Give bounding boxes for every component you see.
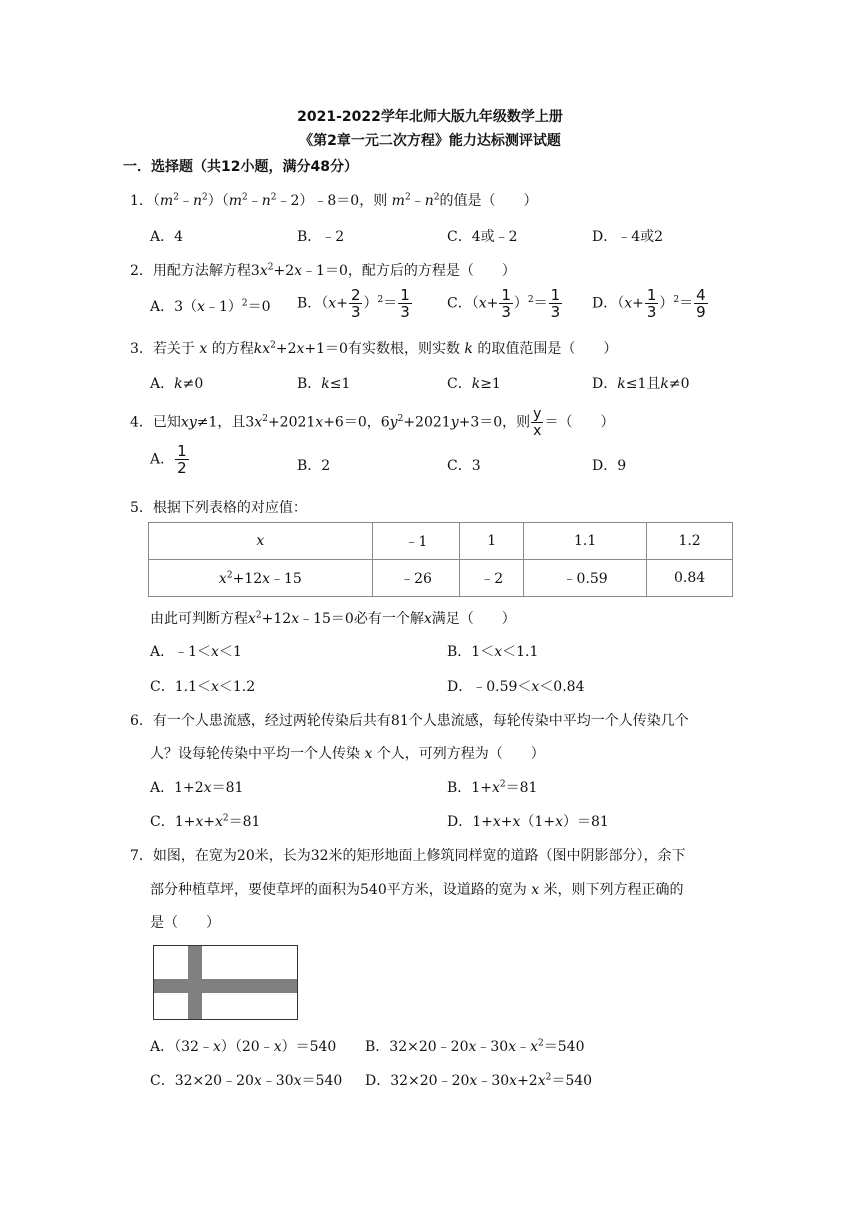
table-row (149, 523, 733, 560)
table-cell: 1 (460, 523, 524, 560)
table-cell: 1.1 (524, 523, 647, 560)
q7-option-c: C．32×20﹣20x﹣30x＝540 (150, 1073, 343, 1089)
document-title: 2021-2022学年北师大版九年级数学上册 (297, 109, 563, 125)
q2-option-a: A．3（x﹣1）$^2$＝0 (150, 298, 271, 315)
table-cell: ﹣0.59 (524, 560, 647, 597)
table-cell: ﹣2 (460, 560, 524, 597)
q7-option-a: A．（32﹣x）（20﹣x）＝540 (150, 1039, 337, 1055)
q3-option-b: B．k≤1 (297, 376, 351, 392)
question-7-line2: 部分种植草坪，要使草坪的面积为540平方米，设道路的宽为 x 米，则下列方程正确的 (150, 882, 684, 898)
q6-option-b: B．$1+x^2=81$ (447, 779, 538, 796)
q1-option-a: A．4 (150, 229, 184, 245)
q3-option-d: D．k≤1且k≠0 (592, 376, 690, 392)
question-6: 6．有一个人患流感，经过两轮传染后共有81个人患流感，每轮传染中平均一个人传染几个 (130, 713, 689, 729)
q2-option-d: D．（x+ $\frac{1}{3}$ ）$^2$＝ $\frac{4}{9}$ (592, 286, 706, 321)
section-heading: 一．选择题（共12小题，满分48分） (123, 159, 358, 175)
q6-option-a: A．1+2x＝81 (150, 780, 244, 796)
q5-option-a: A．﹣1＜x＜1 (150, 644, 242, 660)
q1-option-d: D．﹣4或2 (592, 229, 664, 245)
document-subtitle: 《第2章一元二次方程》能力达标测评试题 (299, 133, 561, 149)
q5-option-c: C．1.1＜x＜1.2 (150, 679, 256, 695)
q4-option-a: A． $\frac{1}{2}$ (150, 442, 187, 477)
q2-option-b: B．（x+ $\frac{2}{3}$ ）$^2$＝ $\frac{1}{3}$ (297, 286, 410, 321)
table-cell: ﹣1 (372, 523, 460, 560)
q7-option-d: D．$32\times 20﹣20x﹣30x+2x^2=540$ (365, 1072, 593, 1089)
q6-option-d: D．1+x+x（1+x）＝81 (447, 814, 609, 830)
table-cell: 0.84 (647, 560, 733, 597)
question-1: 1．$(m^2﹣n^2)(m^2﹣n^2﹣2)﹣8=0$，则 $m^2﹣n^2$的值是（ ） (130, 192, 538, 209)
q1-option-b: B．﹣2 (297, 229, 345, 245)
question-7: 7．如图，在宽为20米，长为32米的矩形地面上修筑同样宽的道路（图中阴影部分），余下 (130, 848, 686, 864)
q4-option-d: D．9 (592, 458, 627, 474)
question-6-line2: 人？设每轮传染中平均一个人传染 x 个人，可列方程为（ ） (150, 746, 545, 762)
q5-option-b: B．1＜x＜1.1 (447, 644, 539, 660)
question-7-line3: 是（ ） (150, 915, 220, 931)
question-2: 2．用配方法解方程$3x^2+2x﹣1=0$，配方后的方程是（ ） (130, 262, 516, 279)
q5-conclusion: 由此可判断方程$x^2+12x﹣15=0$必有一个解x满足（ ） (150, 610, 516, 627)
question-3: 3．若关于 x 的方程$kx^2+2x+1=0$有实数根，则实数 k 的取值范围是（ ） (130, 340, 618, 357)
q6-option-c: C．$1+x+x^2=81$ (150, 813, 261, 830)
table-cell: $x^2+12x﹣15$ (149, 560, 373, 597)
q1-expression: $(m^2﹣n^2)(m^2﹣n^2﹣2)﹣8=0$ (152, 192, 360, 209)
q4-option-b: B．2 (297, 458, 331, 474)
question-5: 5．根据下列表格的对应值： (130, 500, 307, 516)
table-cell: 1.2 (647, 523, 733, 560)
q3-option-c: C．k≥1 (447, 376, 501, 392)
value-table (148, 522, 733, 597)
question-4: 4．已知xy≠1，且$3x^2+2021x+6=0$，$6y^2+2021y+3=0$，则 $\frac{y}{x}$ ＝（ ） (130, 406, 615, 439)
table-cell: ﹣26 (372, 560, 460, 597)
road-figure (153, 945, 299, 1021)
question-number: 1． (130, 193, 153, 209)
q2-option-c: C．（x+ $\frac{1}{3}$ ）$^2$＝ $\frac{1}{3}$ (447, 286, 561, 321)
q3-option-a: A．k≠0 (150, 376, 204, 392)
table-cell: x (149, 523, 373, 560)
horizontal-road (154, 979, 297, 993)
table-row (149, 560, 733, 597)
q1-option-c: C．4或﹣2 (447, 229, 518, 245)
q4-option-c: C．3 (447, 458, 481, 474)
q7-option-b: B．$32\times 20﹣20x﹣30x﹣x^2=540$ (365, 1038, 585, 1055)
q5-option-d: D．﹣0.59＜x＜0.84 (447, 679, 585, 695)
